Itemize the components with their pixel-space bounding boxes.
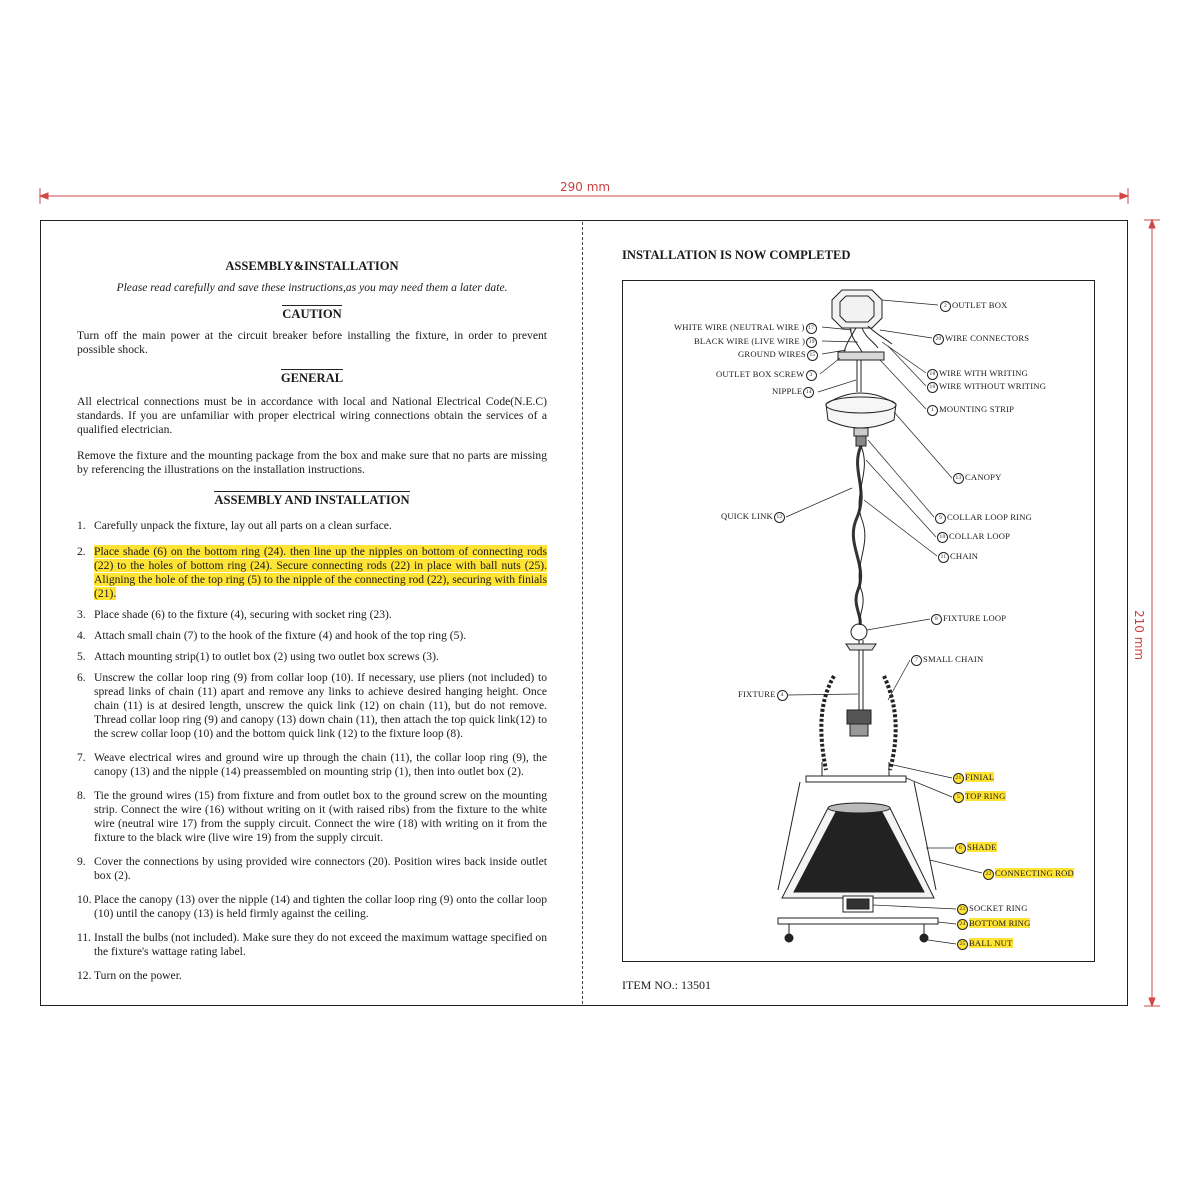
label-ground-wires: GROUND WIRES 15 — [738, 349, 819, 361]
highlighted-step-text: Place shade (6) on the bottom ring (24). then line up the nipples on bottom of connecting rods (22) to the holes of bottom ring (24). Secure connecting rods (22) in place with ball nuts (25). Aligning the hole of the top ring (5) to the nipple of the connecting rod (22), securing with finials (21). — [94, 545, 547, 600]
page-title: ASSEMBLY&INSTALLATION — [225, 259, 399, 273]
step-item: 4. Attach small chain (7) to the hook of the fixture (4) and hook of the top ring (5). — [77, 629, 467, 642]
label-outlet-box: 2 OUTLET BOX — [939, 300, 1008, 312]
label-collar-loop: 10 COLLAR LOOP — [936, 531, 1010, 543]
label-ball-nut: 25 BALL NUT — [956, 938, 1013, 950]
assembly-heading: ASSEMBLY AND INSTALLATION — [214, 493, 410, 507]
completed-title: INSTALLATION IS NOW COMPLETED — [622, 248, 851, 262]
general-paragraph-1: All electrical connections must be in accordance with local and National Electrical Code(N.E.C) standards. If you are unfamiliar with proper electrical wiring connections obtain the services of a qualified electrician. — [77, 395, 547, 436]
step-item: 6. Unscrew the collar loop ring (9) from collar loop (10). If necessary, use pliers (not included) to spread links of chain (11) apart and remove any links to achieve desired hanging height. Once chain (11) is at desired length, unscrew the quick link (12) on chain (11), but do not remove. Thread collar loop ring (9) and canopy (13) down chain (11), then attach the top quick link(12) to the screw collar loop (10) and the bottom quick link (12) to the fixture loop (8). — [77, 671, 547, 740]
label-nipple: NIPPLE 14 — [772, 386, 815, 398]
step-item: 1. Carefully unpack the fixture, lay out all parts on a clean surface. — [77, 519, 392, 532]
label-mounting-strip: 1 MOUNTING STRIP — [926, 404, 1014, 416]
label-connecting-rod: 22 CONNECTING ROD — [982, 868, 1074, 880]
general-heading: GENERAL — [280, 371, 344, 385]
label-quick-link: QUICK LINK 12 — [721, 511, 786, 523]
caution-text: Turn off the main power at the circuit breaker before installing the fixture, in order to prevent possible shock. — [77, 329, 547, 356]
height-dimension: 210 mm — [1132, 610, 1146, 661]
label-black-wire: BLACK WIRE (LIVE WIRE ) 19 — [694, 336, 818, 348]
step-item: 11. Install the bulbs (not included). Make sure they do not exceed the maximum wattage specified on the fixture's wattage rating label. — [77, 931, 547, 958]
label-small-chain: 7 SMALL CHAIN — [910, 654, 983, 666]
label-outlet-box-screw: OUTLET BOX SCREW 3 — [716, 369, 818, 381]
label-finial: 21 FINIAL — [952, 772, 994, 784]
intro-text: Please read carefully and save these instructions,as you may need them a later date. — [116, 281, 508, 294]
step-item: 3. Place shade (6) to the fixture (4), securing with socket ring (23). — [77, 608, 392, 621]
width-dimension: 290 mm — [560, 180, 611, 194]
label-socket-ring: 23 SOCKET RING — [956, 903, 1028, 915]
step-item: 10. Place the canopy (13) over the nipple (14) and tighten the collar loop ring (9) onto the collar loop (10) until the canopy (13) is held firmly against the ceiling. — [77, 893, 547, 920]
item-number: ITEM NO.: 13501 — [622, 978, 711, 992]
label-white-wire: WHITE WIRE (NEUTRAL WIRE ) 17 — [674, 322, 818, 334]
label-wire-connectors: 20 WIRE CONNECTORS — [932, 333, 1029, 345]
label-wire-without-writing: 16 WIRE WITHOUT WRITING — [926, 381, 1046, 393]
caution-heading: CAUTION — [282, 307, 342, 321]
step-item: 7. Weave electrical wires and ground wire up through the chain (11), the collar loop ring (9), the canopy (13) and the nipple (14) preassembled on mounting strip (1), then into outlet box (2). — [77, 751, 547, 778]
label-fixture-loop: 8 FIXTURE LOOP — [930, 613, 1006, 625]
label-canopy: 13 CANOPY — [952, 472, 1002, 484]
label-shade: 6 SHADE — [954, 842, 997, 854]
label-wire-with-writing: 18 WIRE WITH WRITING — [926, 368, 1028, 380]
step-item: 9. Cover the connections by using provided wire connectors (20). Position wires back inside outlet box (2). — [77, 855, 547, 882]
label-top-ring: 5 TOP RING — [952, 791, 1006, 803]
step-item: 12. Turn on the power. — [77, 969, 182, 982]
step-item: 2. Place shade (6) on the bottom ring (24). then line up the nipples on bottom of connecting rods (22) to the holes of bottom ring (24). Secure connecting rods (22) in place with ball nuts (25). Aligning the hole of the top ring (5) to the nipple of the connecting rod (22), securing with finials (21). — [77, 545, 547, 600]
label-chain: 11 CHAIN — [937, 551, 978, 563]
label-fixture: FIXTURE 4 — [738, 689, 789, 701]
general-paragraph-2: Remove the fixture and the mounting package from the box and make sure that no parts are missing by referencing the illustrations on the installation instructions. — [77, 449, 547, 476]
step-item: 8. Tie the ground wires (15) from fixture and from outlet box to the ground screw on the mounting strip. Connect the wire (16) without writing on it (with raised ribs) from the fixture to the white wire (neutral wire 17) from the supply circuit. Connect the wire (18) with writing on it from the fixture to the black wire (live wire 19) from the supply circuit. — [77, 789, 547, 844]
label-bottom-ring: 24 BOTTOM RING — [956, 918, 1030, 930]
label-collar-loop-ring: 9 COLLAR LOOP RING — [934, 512, 1032, 524]
step-item: 5. Attach mounting strip(1) to outlet box (2) using two outlet box screws (3). — [77, 650, 439, 663]
